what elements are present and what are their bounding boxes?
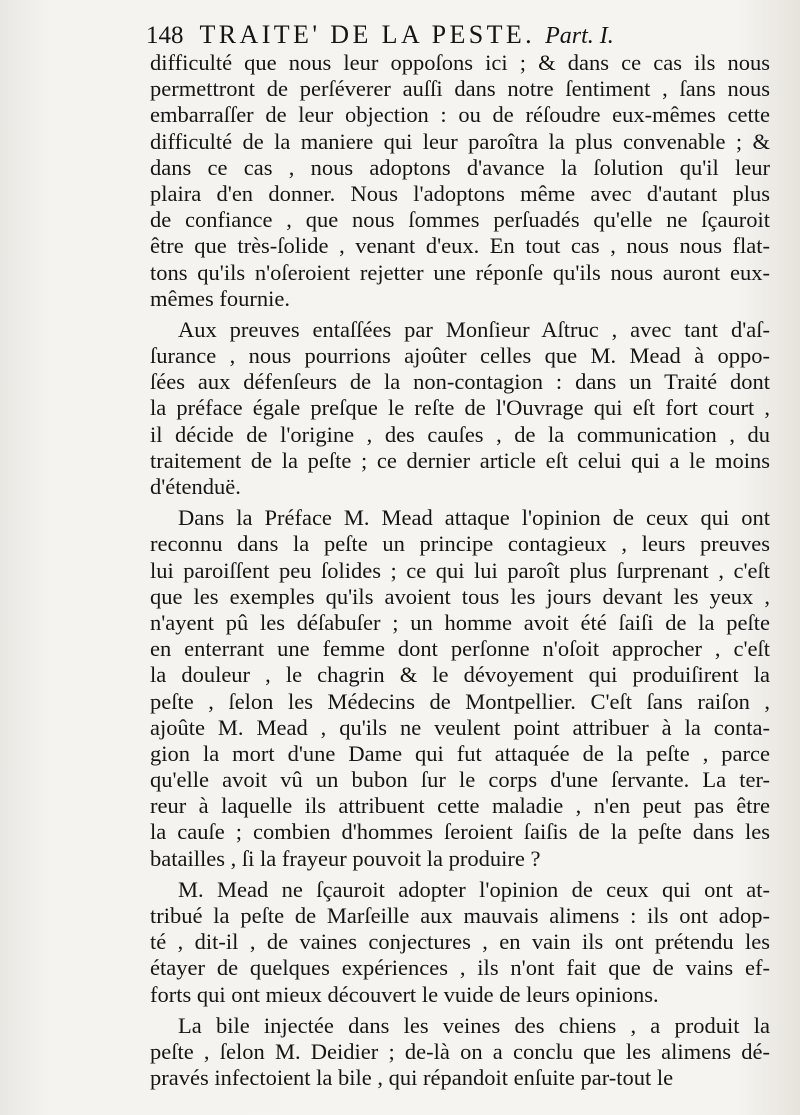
text-line: gion la mort d'une Dame qui fut attaquée de la peſte , parce: [150, 740, 770, 766]
text-line: M. Mead ne ſçauroit adopter l'opinion de ceux qui ont at-: [178, 876, 770, 902]
text-line: être que très-ſolide , venant d'eux. En tout cas , nous nous flat-: [150, 233, 770, 259]
text-line: Dans la Préface M. Mead attaque l'opinion de ceux qui ont: [178, 505, 770, 531]
body-text: [150, 50, 770, 1091]
text-line: lui paroiſſent peu ſolides ; ce qui lui paroît plus ſurprenant , c'eſt: [150, 557, 770, 583]
text-line: difficulté de la maniere qui leur paroîtra la plus convenable ; &: [150, 128, 770, 154]
text-line: la cauſe ; combien d'hommes ſeroient ſaiſis de la peſte dans les: [150, 819, 770, 845]
text-line: d'étenduë.: [150, 474, 241, 499]
text-line: que les exemples qu'ils avoient tous les jours devant les yeux ,: [150, 583, 770, 609]
text-line: traitement de la peſte ; ce dernier article eſt celui qui a le moins: [150, 447, 770, 473]
text-line: peſte , ſelon les Médecins de Montpellier. C'eſt ſans raiſon ,: [150, 688, 770, 714]
text-line: difficulté que nous leur oppoſons ici ; & dans ce cas ils nous: [150, 50, 770, 75]
text-line: la préface égale preſque le reſte de l'Ouvrage qui eſt fort court ,: [150, 395, 770, 421]
text-line: batailles , ſi la frayeur pouvoit la produire ?: [150, 845, 541, 871]
text-line: ſées aux défenſeurs de la non-contagion : dans un Traité dont: [150, 369, 770, 395]
part-label: Part. I.: [545, 23, 614, 49]
paragraph: [150, 877, 770, 1008]
text-line: forts qui ont mieux découvert le vuide de leurs opinions.: [150, 981, 659, 1007]
text-line: étayer de quelques expériences , ils n'ont fait que de vains ef-: [150, 955, 770, 981]
text-line: tons qu'ils n'oſeroient rejetter une réponſe qu'ils nous auront eux-: [150, 259, 770, 285]
text-line: pravés infectoient la bile , qui répandoit enſuite par-tout le: [150, 1065, 674, 1091]
page-number: 148: [146, 22, 184, 49]
text-line: Aux preuves entaſſées par Monſieur Aſtruc , avec tant d'aſ-: [178, 316, 770, 342]
paragraph: [150, 1013, 770, 1092]
text-line: la douleur , le chagrin & le dévoyement qui produiſirent la: [150, 662, 770, 688]
text-line: en enterrant une femme dont perſonne n'oſoit approcher , c'eſt: [150, 636, 770, 662]
paragraph: [150, 50, 770, 312]
page-header: [146, 20, 766, 54]
text-line: il décide de l'origine , des cauſes , de la communication , du: [150, 421, 770, 447]
running-title: TRAITE' DE LA PESTE.: [199, 20, 536, 49]
paragraph: [150, 317, 770, 500]
text-line: n'ayent pû les déſabuſer ; un homme avoit été ſaiſi de la peſte: [150, 609, 770, 635]
text-line: permettront de perſéverer auſſi dans notre ſentiment , ſans nous: [150, 76, 770, 102]
text-line: reconnu dans la peſte un principe contagieux , leurs preuves: [150, 531, 770, 557]
text-line: La bile injectée dans les veines des chiens , a produit la: [178, 1012, 770, 1038]
text-line: reur à laquelle ils attribuent cette maladie , n'en peut pas être: [150, 793, 770, 819]
text-line: tribué la peſte de Marſeille aux mauvais alimens : ils ont adop-: [150, 903, 770, 928]
text-line: ſurance , nous pourrions ajoûter celles que M. Mead à oppo-: [150, 343, 770, 369]
text-line: embarraſſer de leur objection : ou de réſoudre eux-mêmes cette: [150, 102, 770, 128]
text-line: té , dit-il , de vaines conjectures , en vain ils ont prétendu les: [150, 929, 770, 955]
text-line: dans ce cas , nous adoptons d'avance la ſolution qu'il leur: [150, 154, 770, 180]
text-line: ajoûte M. Mead , qu'ils ne veulent point attribuer à la conta-: [150, 714, 770, 740]
text-line: qu'elle avoit vû un bubon ſur le corps d'une ſervante. La ter-: [150, 767, 770, 793]
paragraph: [150, 505, 770, 872]
text-line: mêmes fournie.: [150, 285, 290, 311]
text-line: de confiance , que nous ſommes perſuadés qu'elle ne ſçauroit: [150, 207, 770, 233]
text-line: plaira d'en donner. Nous l'adoptons même avec d'autant plus: [150, 180, 770, 206]
text-line: peſte , ſelon M. Deidier ; de-là on a conclu que les alimens dé-: [150, 1038, 770, 1064]
